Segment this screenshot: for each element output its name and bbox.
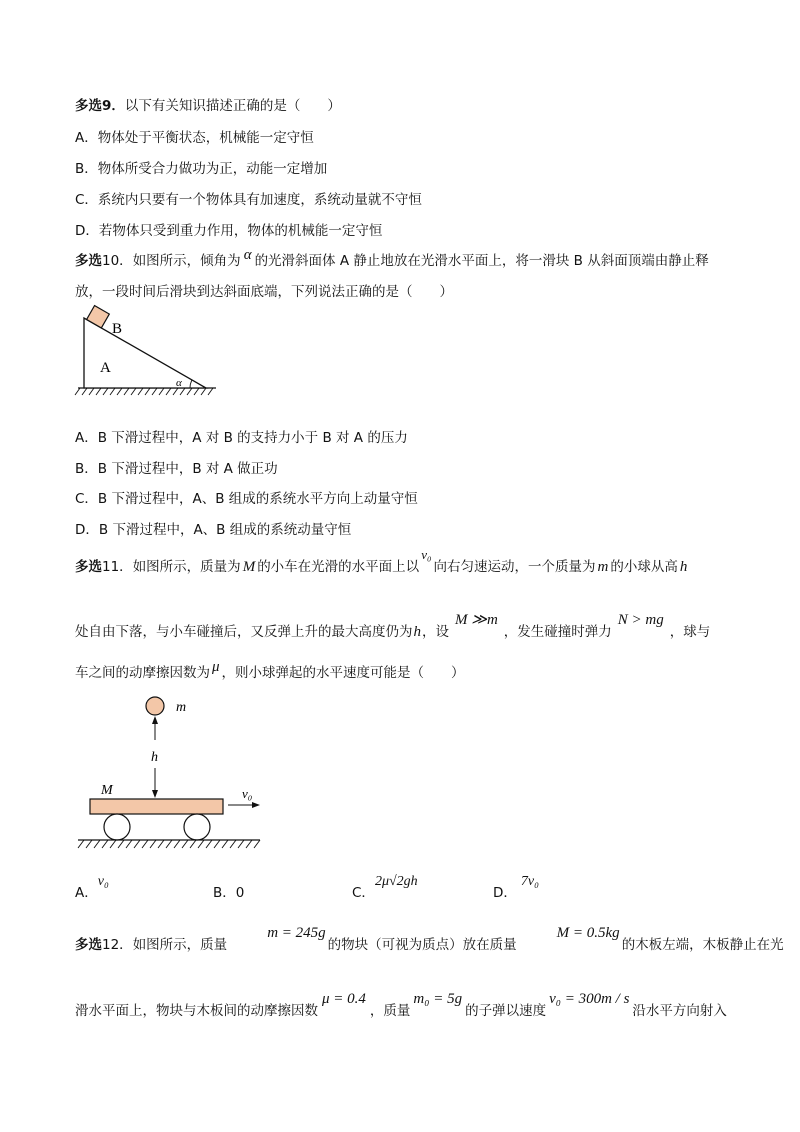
q10-option-a: A．B 下滑过程中，A 对 B 的支持力小于 B 对 A 的压力 [75,430,408,446]
q9-option-d: D．若物体只受到重力作用，物体的机械能一定守恒 [75,223,383,239]
q11-m: m [597,559,609,575]
q11-l1a: 如图所示，质量为 [132,559,241,575]
q10-stem-a: 如图所示，倾角为 [132,253,241,269]
q11-l2c: ，发生碰撞时弹力 [503,624,612,640]
q11-label-M: M [101,783,113,798]
q11-stem-line3 [75,659,465,683]
q11-option-a-label: A． [75,885,98,901]
q10-label-b: B [112,321,123,337]
q11-option-d-math: 7v₀ [520,874,539,889]
q9-tag: 多选 [75,98,102,114]
q11-option-c-math: 2μ√2gh [374,874,418,889]
q10-option-c: C．B 下滑过程中，A、B 组成的系统水平方向上动量守恒 [75,491,418,507]
q10-alpha: α [243,247,252,263]
q11-stem-line1 [75,547,689,577]
q10-stem-b: 的光滑斜面体 A 静止地放在光滑水平面上，将一滑块 B 从斜面顶端由静止释 [254,253,709,269]
q11-stem-line2 [75,612,711,642]
q9-stem-text: 以下有关知识描述正确的是（ ） [124,98,341,114]
q11-label-m: m [176,700,187,715]
q11-l2b: ，设 [422,624,449,640]
q11-l3a: 车之间的动摩擦因数为 [75,665,210,681]
q11-cart-board [90,799,223,814]
q11-l2h: h [413,624,421,640]
q11-label-h: h [151,750,158,765]
q10-label-a: A [100,360,111,376]
q10-label-angle: α [176,377,182,389]
q11-label-v0: v₀ [242,786,253,801]
q12-stem-line1 [75,925,784,955]
q12-l2c: 的子弹以速度 [465,1003,547,1019]
q12-number: 12． [102,937,133,953]
q11-cart-figure [70,684,280,859]
q11-N-greater-mg: N > mg [617,612,664,628]
q11-ground-hatch [78,840,260,848]
q11-tag: 多选 [75,559,102,575]
q12-m-value: m = 245g [267,925,326,941]
q10-incline-a [84,318,206,388]
q11-option-a [75,874,109,904]
q10-stem-line1 [75,247,709,271]
q12-mu-value: μ = 0.4 [322,991,366,1007]
q12-v0-value: v₀ = 300m / s [549,991,630,1007]
q11-option-c [352,874,418,904]
q11-l1d: 的小球从高 [610,559,678,575]
q11-option-d-label: D． [493,885,517,901]
q11-v0: v₀ [421,547,432,562]
q11-v0-arrowhead [252,802,260,808]
q9-option-c: C．系统内只要有一个物体具有加速度，系统动量就不守恒 [75,192,422,208]
q12-l2a: 滑水平面上，物块与木板间的动摩擦因数 [75,1003,318,1019]
q9-number: 9． [102,98,125,114]
q9-option-a: A．物体处于平衡状态，机械能一定守恒 [75,130,314,146]
q11-l3b: ，则小球弹起的水平速度可能是（ ） [221,665,465,681]
q11-number: 11． [102,559,133,575]
q10-tag: 多选 [75,253,102,269]
q10-ground-hatch [75,388,213,395]
q11-mu: μ [212,659,220,675]
q11-option-c-label: C． [352,885,375,901]
q9-option-b: B．物体所受合力做功为正，动能一定增加 [75,161,328,177]
q12-l1c: 的木板左端，木板静止在光 [621,937,784,953]
q10-incline-figure [70,300,220,400]
q11-option-d [493,874,539,904]
q11-wheel-left [104,814,130,840]
q11-l1b: 的小车在光滑的水平面上以 [257,559,420,575]
q10-option-d: D．B 下滑过程中，A、B 组成的系统动量守恒 [75,522,352,538]
q10-option-b: B．B 下滑过程中，B 对 A 做正功 [75,461,278,477]
q12-stem-line2 [75,991,727,1021]
q12-l1a: 如图所示，质量 [132,937,228,953]
q11-h-arrowhead-down [152,790,158,798]
q11-l2d: ，球与 [669,624,711,640]
q12-tag: 多选 [75,937,102,953]
q11-M: M [242,559,256,575]
q11-option-a-math: v₀ [97,874,109,889]
q11-M-much-greater-m: M ≫m [455,612,498,628]
q11-option-b: B．0 [213,885,245,901]
q12-l1b: 的物块（可视为质点）放在质量 [327,937,517,953]
q11-h: h [679,559,688,575]
q11-wheel-right [184,814,210,840]
q11-l1c: 向右匀速运动，一个质量为 [433,559,596,575]
q12-M-value: M = 0.5kg [556,925,620,941]
q11-h-arrowhead-up [152,716,158,724]
q12-m0-value: m₀ = 5g [413,991,463,1007]
q10-number: 10． [102,253,133,269]
q12-l2b: ，质量 [369,1003,411,1019]
q12-l2d: 沿水平方向射入 [632,1003,727,1019]
q9-stem [75,96,341,116]
q10-stem-line2: 放，一段时间后滑块到达斜面底端，下列说法正确的是（ ） [75,284,453,300]
q11-ball [146,697,164,715]
q11-l2a: 处自由下落，与小车碰撞后，又反弹上升的最大高度仍为 [75,624,413,640]
